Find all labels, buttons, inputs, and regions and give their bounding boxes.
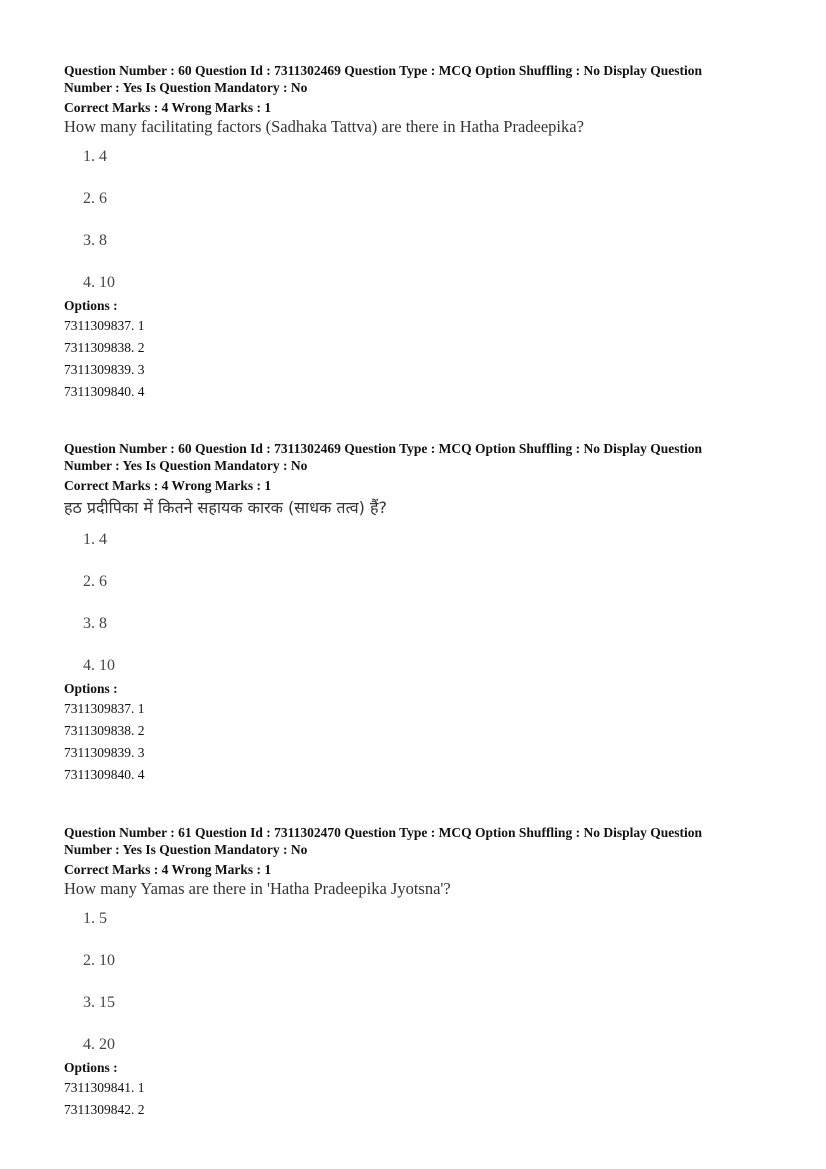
question-block bbox=[64, 440, 764, 786]
question-header-line-2: Number : Yes Is Question Mandatory : No bbox=[64, 80, 308, 95]
option-id-row: 7311309841. 1 bbox=[64, 1080, 145, 1095]
option-id-row: 7311309839. 3 bbox=[64, 362, 145, 377]
option-id-row: 7311309838. 2 bbox=[64, 723, 145, 738]
option-id-row: 7311309839. 3 bbox=[64, 745, 145, 760]
question-block bbox=[64, 824, 764, 1121]
question-header-line-1: Question Number : 60 Question Id : 7311302469 Question Type : MCQ Option Shuffling : No Display Question bbox=[64, 63, 702, 78]
question-marks: Correct Marks : 4 Wrong Marks : 1 bbox=[64, 478, 272, 493]
option-id-row: 7311309838. 2 bbox=[64, 340, 145, 355]
question-text: How many Yamas are there in 'Hatha Pradeepika Jyotsna'? bbox=[64, 879, 451, 898]
choice-item: 3. 8 bbox=[83, 232, 107, 249]
option-id-row: 7311309837. 1 bbox=[64, 318, 145, 333]
question-marks: Correct Marks : 4 Wrong Marks : 1 bbox=[64, 100, 272, 115]
question-header-line-1: Question Number : 60 Question Id : 7311302469 Question Type : MCQ Option Shuffling : No Display Question bbox=[64, 441, 702, 456]
choice-item: 4. 10 bbox=[83, 657, 115, 674]
question-text: हठ प्रदीपिका में कितने सहायक कारक (साधक तत्व) हैं? bbox=[64, 498, 387, 517]
choice-item: 3. 15 bbox=[83, 994, 115, 1011]
question-header-line-2: Number : Yes Is Question Mandatory : No bbox=[64, 842, 308, 857]
choice-item: 2. 6 bbox=[83, 573, 107, 590]
choice-item: 1. 5 bbox=[83, 910, 107, 927]
question-block bbox=[64, 62, 764, 403]
option-id-row: 7311309840. 4 bbox=[64, 384, 145, 399]
option-id-row: 7311309842. 2 bbox=[64, 1102, 145, 1117]
choice-item: 3. 8 bbox=[83, 615, 107, 632]
choice-item: 4. 20 bbox=[83, 1036, 115, 1053]
choice-item: 2. 6 bbox=[83, 190, 107, 207]
choice-item: 1. 4 bbox=[83, 531, 107, 548]
choice-item: 1. 4 bbox=[83, 148, 107, 165]
question-marks: Correct Marks : 4 Wrong Marks : 1 bbox=[64, 862, 272, 877]
options-label: Options : bbox=[64, 1060, 118, 1075]
options-label: Options : bbox=[64, 298, 118, 313]
options-label: Options : bbox=[64, 681, 118, 696]
question-header-line-1: Question Number : 61 Question Id : 7311302470 Question Type : MCQ Option Shuffling : No Display Question bbox=[64, 825, 702, 840]
choice-item: 4. 10 bbox=[83, 274, 115, 291]
choice-item: 2. 10 bbox=[83, 952, 115, 969]
question-header-line-2: Number : Yes Is Question Mandatory : No bbox=[64, 458, 308, 473]
question-text: How many facilitating factors (Sadhaka Tattva) are there in Hatha Pradeepika? bbox=[64, 117, 584, 136]
option-id-row: 7311309837. 1 bbox=[64, 701, 145, 716]
option-id-row: 7311309840. 4 bbox=[64, 767, 145, 782]
